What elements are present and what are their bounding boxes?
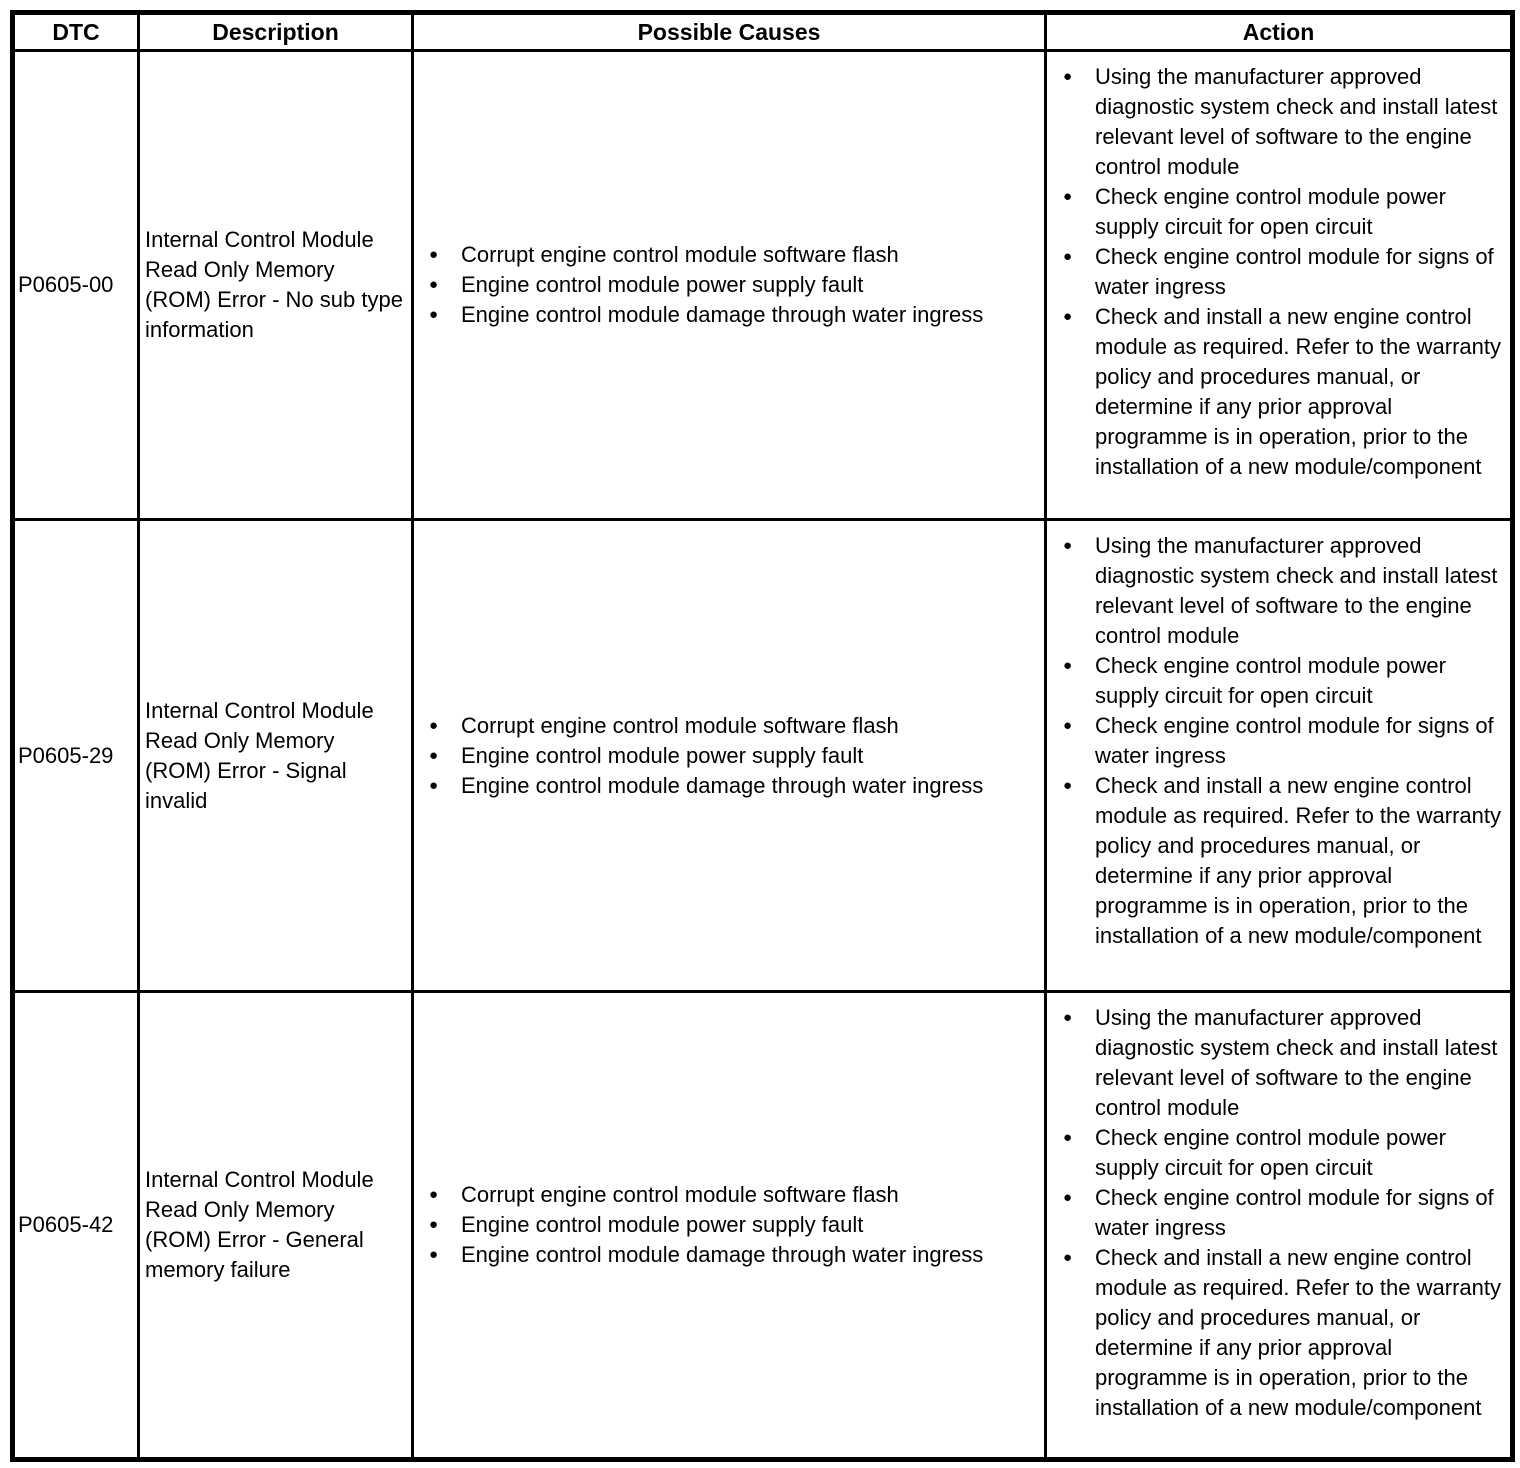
causes-list bbox=[429, 711, 1044, 801]
bullet-item bbox=[1063, 302, 1510, 482]
table-body bbox=[13, 51, 1513, 1460]
dtc-code: P0605-42 bbox=[18, 1212, 114, 1237]
bullet-text: Check and install a new engine control module as required. Refer to the warranty policy and procedures manual, or determine if any prior approval programme is in operation, prior to the installation of a new module/component bbox=[1095, 1245, 1501, 1420]
description-text: Internal Control Module Read Only Memory (ROM) Error - General memory failure bbox=[145, 1167, 374, 1282]
actions-list bbox=[1063, 62, 1510, 482]
bullet-item bbox=[1063, 1003, 1510, 1123]
description-text: Internal Control Module Read Only Memory (ROM) Error - Signal invalid bbox=[145, 697, 374, 813]
bullet-item bbox=[1063, 1123, 1510, 1183]
bullet-text: Using the manufacturer approved diagnostic system check and install latest relevant level of software to the engine control module bbox=[1095, 64, 1498, 179]
bullet-item bbox=[429, 1240, 1044, 1270]
causes-list bbox=[429, 240, 1044, 330]
bullet-text: Check engine control module power supply circuit for open circuit bbox=[1095, 653, 1446, 708]
bullet-text: Using the manufacturer approved diagnostic system check and install latest relevant level of software to the engine control module bbox=[1095, 533, 1498, 648]
description-cell bbox=[139, 51, 413, 520]
causes-list bbox=[429, 1180, 1044, 1270]
bullet-icon: ● bbox=[1063, 717, 1073, 734]
bullet-text: Check engine control module for signs of water ingress bbox=[1095, 244, 1494, 299]
bullet-item bbox=[1063, 242, 1510, 302]
dtc-code: P0605-29 bbox=[18, 742, 114, 768]
bullet-icon: ● bbox=[429, 746, 439, 764]
action-cell bbox=[1046, 992, 1513, 1460]
dtc-code-cell bbox=[13, 51, 139, 520]
bullet-icon: ● bbox=[1063, 1009, 1073, 1026]
action-cell bbox=[1046, 520, 1513, 992]
bullet-text: Check engine control module for signs of water ingress bbox=[1095, 713, 1494, 768]
col-header-action: Action bbox=[1046, 13, 1513, 51]
bullet-icon: ● bbox=[1063, 777, 1073, 794]
bullet-text: Check and install a new engine control module as required. Refer to the warranty policy and procedures manual, or determine if any prior approval programme is in operation, prior to the installation of a new module/component bbox=[1095, 773, 1501, 948]
bullet-item bbox=[429, 1180, 1044, 1210]
bullet-icon: ● bbox=[1063, 68, 1073, 85]
bullet-icon: ● bbox=[1063, 1129, 1073, 1146]
bullet-text: Check engine control module for signs of water ingress bbox=[1095, 1185, 1494, 1240]
bullet-icon: ● bbox=[1063, 1249, 1073, 1266]
bullet-item bbox=[1063, 711, 1510, 771]
bullet-item bbox=[1063, 62, 1510, 182]
bullet-text: Engine control module damage through water ingress bbox=[461, 772, 984, 798]
col-header-description: Description bbox=[139, 13, 413, 51]
table-row bbox=[13, 520, 1513, 992]
bullet-icon: ● bbox=[1063, 657, 1073, 674]
actions-list bbox=[1063, 531, 1510, 951]
bullet-icon: ● bbox=[429, 306, 439, 323]
description-cell bbox=[139, 992, 413, 1460]
bullet-text: Using the manufacturer approved diagnostic system check and install latest relevant level of software to the engine control module bbox=[1095, 1005, 1498, 1120]
bullet-text: Check engine control module power supply circuit for open circuit bbox=[1095, 1125, 1446, 1180]
bullet-text: Corrupt engine control module software flash bbox=[461, 712, 899, 738]
bullet-item bbox=[1063, 1183, 1510, 1243]
table-row bbox=[13, 51, 1513, 520]
bullet-text: Engine control module power supply fault bbox=[461, 272, 864, 297]
bullet-text: Engine control module damage through water ingress bbox=[461, 302, 984, 327]
bullet-icon: ● bbox=[1063, 1189, 1073, 1206]
bullet-icon: ● bbox=[1063, 188, 1073, 205]
bullet-icon: ● bbox=[429, 776, 439, 794]
bullet-item bbox=[429, 240, 1044, 270]
bullet-item bbox=[1063, 771, 1510, 951]
actions-list bbox=[1063, 1003, 1510, 1423]
bullet-icon: ● bbox=[429, 1246, 439, 1263]
bullet-text: Check and install a new engine control module as required. Refer to the warranty policy and procedures manual, or determine if any prior approval programme is in operation, prior to the installation of a new module/component bbox=[1095, 304, 1501, 479]
dtc-code-cell bbox=[13, 992, 139, 1460]
bullet-item bbox=[429, 300, 1044, 330]
bullet-text: Engine control module power supply fault bbox=[461, 1212, 864, 1237]
description-text: Internal Control Module Read Only Memory (ROM) Error - No sub type information bbox=[145, 227, 403, 342]
bullet-item bbox=[429, 270, 1044, 300]
dtc-code: P0605-00 bbox=[18, 272, 114, 297]
possible-causes-cell bbox=[413, 51, 1046, 520]
table-row bbox=[13, 992, 1513, 1460]
bullet-text: Corrupt engine control module software flash bbox=[461, 1182, 899, 1207]
bullet-item bbox=[429, 741, 1044, 771]
bullet-icon: ● bbox=[429, 716, 439, 734]
possible-causes-cell bbox=[413, 992, 1046, 1460]
bullet-text: Check engine control module power supply circuit for open circuit bbox=[1095, 184, 1446, 239]
bullet-item bbox=[1063, 1243, 1510, 1423]
col-header-possible-causes: Possible Causes bbox=[413, 13, 1046, 51]
bullet-icon: ● bbox=[429, 1216, 439, 1233]
bullet-item bbox=[429, 771, 1044, 801]
table-header-row bbox=[13, 13, 1513, 51]
dtc-code-cell bbox=[13, 520, 139, 992]
bullet-icon: ● bbox=[429, 1186, 439, 1203]
bullet-icon: ● bbox=[1063, 248, 1073, 265]
bullet-text: Engine control module power supply fault bbox=[461, 742, 864, 768]
bullet-item bbox=[429, 711, 1044, 741]
bullet-icon: ● bbox=[429, 246, 439, 263]
bullet-text: Engine control module damage through water ingress bbox=[461, 1242, 984, 1267]
bullet-item bbox=[1063, 182, 1510, 242]
bullet-icon: ● bbox=[1063, 537, 1073, 554]
action-cell bbox=[1046, 51, 1513, 520]
bullet-icon: ● bbox=[429, 276, 439, 293]
dtc-table bbox=[10, 10, 1515, 1462]
bullet-item bbox=[1063, 651, 1510, 711]
bullet-icon: ● bbox=[1063, 308, 1073, 325]
bullet-text: Corrupt engine control module software flash bbox=[461, 242, 899, 267]
description-cell bbox=[139, 520, 413, 992]
possible-causes-cell bbox=[413, 520, 1046, 992]
bullet-item bbox=[1063, 531, 1510, 651]
bullet-item bbox=[429, 1210, 1044, 1240]
col-header-dtc: DTC bbox=[13, 13, 139, 51]
